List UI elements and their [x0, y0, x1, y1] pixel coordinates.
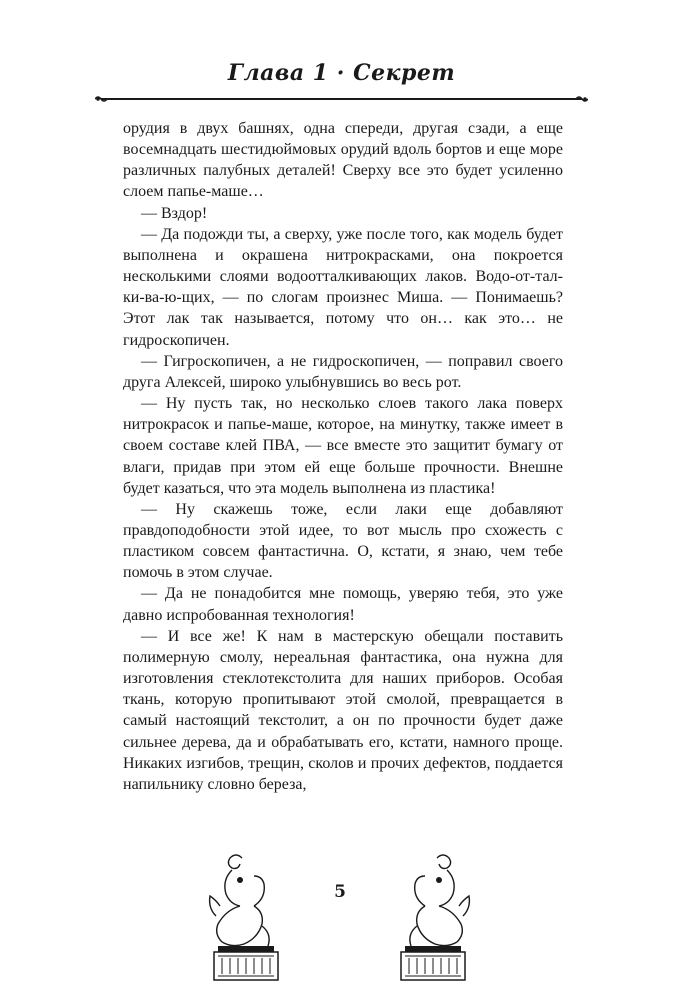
paragraph: — Да подожди ты, а сверху, уже после того, как модель будет выполнена и окрашена нитрокрасками, она покроется несколькими слоями водоотталкивающих лаков. Водо-от-тал-ки-ва-ю-щих, — по слогам произнес Миша. — Понимаешь? Этот лак так называется, потому что он… как это… не гидроскопичен.	[123, 225, 563, 349]
page-footer	[0, 850, 681, 990]
page-number: 5	[334, 882, 346, 902]
paragraph: — И все же! К нам в мастерскую обещали поставить полимерную смолу, нереальная фантастика, она нужна для изготовления стеклотекстолита для наших приборов. Особая ткань, которую пропитывают этой смолой, превращается в самый настоящий текстолит, а он по прочности будет даже сильнее дерева, да и обрабатывать его, кстати, намного проще. Никаких изгибов, трещин, сколов и прочих дефектов, поддается напильнику словно береза,	[123, 627, 563, 793]
chapter-title: Глава 1 · Секрет	[227, 60, 456, 86]
running-header	[95, 60, 588, 86]
paragraph: — Ну скажешь тоже, если лаки еще добавляют правдоподобности этой идее, то вот мысль про схожесть с пластиком совсем фантастична. О, кстати, я знаю, чем тебе помочь в этом случае.	[123, 500, 563, 582]
paragraph: — Ну пусть так, но несколько слоев такого лака поверх нитрокрасок и папье-маше, которое, на минутку, также имеет в своем составе клей ПВА, — все вместе это защитит бумагу от влаги, придав при этом ей еще больше прочности. Внешне будет казаться, что эта модель выполнена из пластика!	[123, 395, 563, 497]
griffin-right-icon	[392, 850, 477, 985]
griffin-left-icon	[202, 850, 287, 985]
paragraph: орудия в двух башнях, одна спереди, другая сзади, а еще восемнадцать шестидюймовых орудий вдоль бортов и еще море различных палубных деталей! Сверху все это будет усиленно слоем папье-маше…	[123, 120, 563, 201]
page-body	[123, 118, 563, 795]
paragraph: — Вздор!	[141, 204, 208, 222]
header-ornamental-rule	[95, 94, 588, 104]
paragraph: — Да не понадобится мне помощь, уверяю тебя, это уже давно испробованная технология!	[123, 585, 563, 624]
paragraph: — Гигроскопичен, а не гидроскопичен, — поправил своего друга Алексей, широко улыбнувшись во весь рот.	[123, 352, 563, 391]
